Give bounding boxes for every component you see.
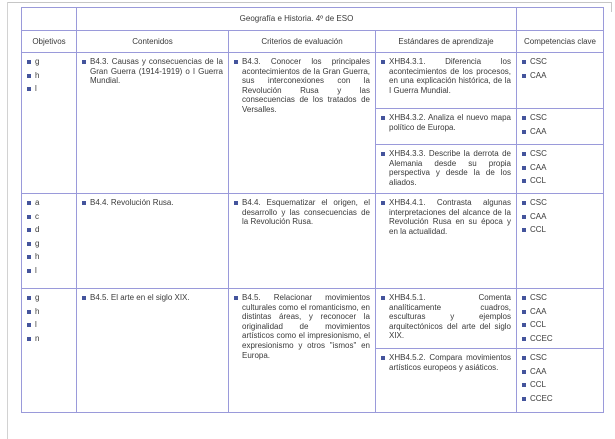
list-item-text: CSC	[530, 113, 547, 122]
list-item-text: XHB4.3.1. Diferencia los acontecimientos de los procesos, en una explicación histórica, de la I Guerra Mundial.	[389, 57, 511, 95]
list-item-text: l	[35, 84, 37, 94]
list-item	[381, 198, 511, 236]
bullet-icon	[82, 60, 86, 64]
list-item-text: l	[35, 320, 37, 330]
list-item-text: B4.3. Conocer los principales acontecimientos de la Gran Guerra, sus interconexiones con la Revolución Rusa y las consecuencias de los tratados de Versalles.	[242, 57, 370, 114]
list-item-text: CCL	[530, 176, 547, 186]
list-item	[522, 394, 598, 404]
column-header-contenidos: Contenidos	[77, 31, 229, 53]
list-item-text: CAA	[530, 211, 547, 221]
list-item	[522, 293, 598, 303]
list-item-text: h	[35, 70, 40, 80]
list-item-text: CCL	[530, 320, 547, 330]
list-item	[27, 307, 71, 317]
list-item-text: CAA	[530, 306, 547, 316]
column-header-objetivos: Objetivos	[22, 31, 77, 53]
bullet-icon	[522, 152, 526, 156]
list-item	[522, 163, 598, 173]
bullet-icon	[234, 60, 238, 64]
competencias-cell	[517, 194, 604, 289]
list-item	[522, 71, 598, 81]
list-item-text: CSC	[530, 353, 547, 362]
curriculum-row	[22, 53, 604, 109]
list-item	[27, 320, 71, 330]
list-item	[522, 198, 598, 208]
subject-header-row	[22, 8, 604, 31]
list-item	[381, 353, 511, 372]
list-item-text: B4.5. Relacionar movimientos culturales como el romanticismo, en distintas áreas, y reconocer la originalidad de movimientos artísticos como el impresionismo, el expresionismo y otros "ismos" en Europa.	[242, 293, 370, 360]
competencias-cell	[517, 349, 604, 413]
bullet-icon	[522, 356, 526, 360]
list-item	[522, 367, 598, 377]
criterios-cell	[229, 53, 376, 194]
list-item-text: g	[35, 238, 40, 248]
bullet-icon	[27, 296, 31, 300]
bullet-icon	[27, 215, 31, 219]
list-item	[381, 293, 511, 341]
bullet-icon	[522, 370, 526, 374]
contenidos-cell	[77, 194, 229, 289]
bullet-icon	[82, 296, 86, 300]
list-item	[27, 225, 71, 235]
list-item	[27, 266, 71, 276]
competencias-cell	[517, 145, 604, 194]
list-item	[27, 57, 71, 67]
contenidos-cell	[77, 53, 229, 194]
bullet-icon	[522, 397, 526, 401]
bullet-icon	[234, 201, 238, 205]
list-item	[27, 239, 71, 249]
list-item	[234, 57, 370, 115]
curriculum-table	[21, 7, 604, 413]
competencias-cell	[517, 109, 604, 145]
page-edge-top	[7, 2, 612, 3]
list-item-text: CSC	[530, 198, 547, 207]
list-item	[522, 176, 598, 186]
estandar-cell	[376, 194, 517, 289]
bullet-icon	[522, 201, 526, 205]
list-item-text: h	[35, 306, 40, 316]
bullet-icon	[381, 152, 385, 156]
list-item	[27, 71, 71, 81]
estandar-cell	[376, 349, 517, 413]
curriculum-row	[22, 289, 604, 349]
list-item-text: XHB4.5.1. Comenta analíticamente cuadros, esculturas y ejemplos arquitectónicos del arte del siglo XIX.	[389, 293, 511, 341]
bullet-icon	[381, 60, 385, 64]
competencias-cell	[517, 289, 604, 349]
bullet-icon	[27, 74, 31, 78]
list-item	[522, 334, 598, 344]
page-edge-right	[611, 2, 612, 12]
column-header-estandares: Estándares de aprendizaje	[376, 31, 517, 53]
list-item	[522, 113, 598, 123]
list-item	[27, 212, 71, 222]
list-item	[27, 198, 71, 208]
bullet-icon	[27, 201, 31, 205]
list-item-text: h	[35, 252, 40, 262]
corner-cell-left	[22, 8, 77, 31]
bullet-icon	[522, 228, 526, 232]
estandar-cell	[376, 145, 517, 194]
bullet-icon	[234, 296, 238, 300]
bullet-icon	[27, 255, 31, 259]
list-item-text: a	[35, 198, 40, 207]
list-item	[522, 380, 598, 390]
bullet-icon	[27, 228, 31, 232]
bullet-icon	[27, 242, 31, 246]
criterios-cell	[229, 289, 376, 413]
bullet-icon	[522, 74, 526, 78]
list-item	[27, 84, 71, 94]
list-item-text: CAA	[530, 126, 547, 136]
list-item	[27, 334, 71, 344]
list-item-text: XHB4.4.1. Contrasta algunas interpretaciones del alcance de la Revolución Rusa en su época y en la actualidad.	[389, 198, 511, 236]
list-item	[234, 198, 370, 227]
bullet-icon	[522, 296, 526, 300]
page-edge-left	[7, 2, 8, 439]
bullet-icon	[522, 310, 526, 314]
estandar-cell	[376, 289, 517, 349]
list-item	[522, 225, 598, 235]
list-item-text: g	[35, 293, 40, 302]
list-item-text: CAA	[530, 366, 547, 376]
corner-cell-right	[517, 8, 604, 31]
contenidos-cell	[77, 289, 229, 413]
bullet-icon	[27, 269, 31, 273]
list-item	[27, 252, 71, 262]
list-item-text: XHB4.3.3. Describe la derrota de Alemania desde su propia perspectiva y desde la de los aliados.	[389, 149, 511, 187]
list-item-text: CSC	[530, 149, 547, 158]
list-item-text: l	[35, 265, 37, 275]
list-item	[522, 57, 598, 67]
list-item	[522, 353, 598, 363]
criterios-cell	[229, 194, 376, 289]
list-item-text: CAA	[530, 70, 547, 80]
list-item-text: n	[35, 333, 40, 343]
bullet-icon	[27, 323, 31, 327]
bullet-icon	[381, 201, 385, 205]
list-item-text: CSC	[530, 57, 547, 66]
estandar-cell	[376, 53, 517, 109]
list-item	[82, 198, 223, 208]
list-item-text: CAA	[530, 162, 547, 172]
column-header-criterios: Criterios de evaluación	[229, 31, 376, 53]
list-item-text: g	[35, 57, 40, 66]
list-item	[522, 320, 598, 330]
list-item-text: XHB4.5.2. Compara movimientos artísticos europeos y asiáticos.	[389, 353, 511, 372]
objetivos-cell	[22, 53, 77, 194]
list-item-text: B4.3. Causas y consecuencias de la Gran Guerra (1914-1919) o I Guerra Mundial.	[90, 57, 223, 86]
list-item-text: B4.5. El arte en el siglo XIX.	[90, 293, 190, 302]
objetivos-cell	[22, 194, 77, 289]
objetivos-cell	[22, 289, 77, 413]
list-item	[522, 127, 598, 137]
list-item	[82, 293, 223, 303]
list-item	[234, 293, 370, 360]
list-item-text: CSC	[530, 293, 547, 302]
bullet-icon	[27, 310, 31, 314]
list-item	[522, 212, 598, 222]
estandar-cell	[376, 109, 517, 145]
bullet-icon	[522, 166, 526, 170]
list-item	[82, 57, 223, 86]
bullet-icon	[522, 179, 526, 183]
subject-header: Geografía e Historia. 4º de ESO	[77, 8, 517, 31]
list-item	[27, 293, 71, 303]
list-item-text: c	[35, 211, 39, 221]
bullet-icon	[522, 116, 526, 120]
list-item	[381, 113, 511, 132]
bullet-icon	[381, 116, 385, 120]
list-item	[381, 149, 511, 187]
competencias-cell	[517, 53, 604, 109]
list-item-text: CCL	[530, 380, 547, 390]
bullet-icon	[82, 201, 86, 205]
column-header-competencias: Competencias clave	[517, 31, 604, 53]
bullet-icon	[27, 60, 31, 64]
list-item-text: B4.4. Revolución Rusa.	[90, 198, 174, 207]
bullet-icon	[522, 215, 526, 219]
bullet-icon	[522, 337, 526, 341]
list-item	[522, 149, 598, 159]
bullet-icon	[522, 383, 526, 387]
bullet-icon	[522, 323, 526, 327]
list-item-text: CCEC	[530, 393, 553, 403]
list-item-text: B4.4. Esquematizar el origen, el desarrollo y las consecuencias de la Revolución Rusa.	[242, 198, 370, 227]
list-item-text: XHB4.3.2. Analiza el nuevo mapa político de Europa.	[389, 113, 511, 132]
list-item	[522, 307, 598, 317]
curriculum-row	[22, 194, 604, 289]
bullet-icon	[381, 356, 385, 360]
bullet-icon	[27, 87, 31, 91]
list-item	[381, 57, 511, 95]
bullet-icon	[27, 337, 31, 341]
list-item-text: CCL	[530, 225, 547, 235]
list-item-text: d	[35, 225, 40, 235]
column-header-row	[22, 31, 604, 53]
bullet-icon	[522, 130, 526, 134]
bullet-icon	[381, 296, 385, 300]
bullet-icon	[522, 60, 526, 64]
list-item-text: CCEC	[530, 333, 553, 343]
